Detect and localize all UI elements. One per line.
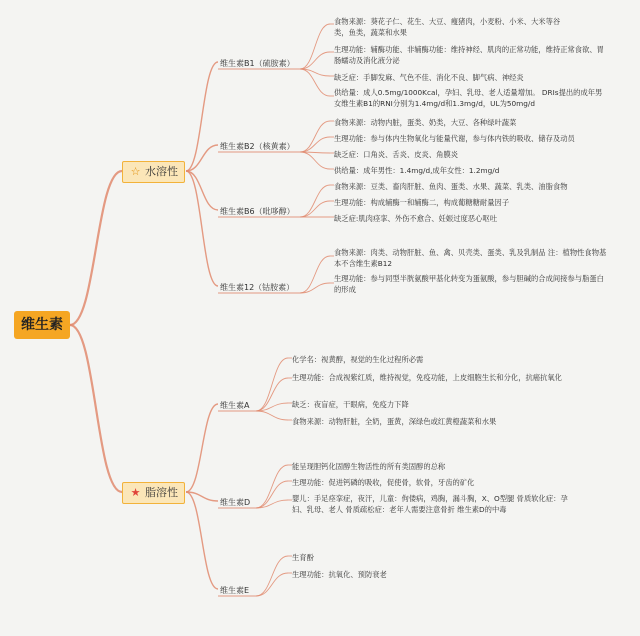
- detail-b1-food: 食物来源：葵花子仁、花生、大豆、瘦猪肉，小麦粉、小米、大米等谷类，鱼类，蔬菜和水果: [334, 17, 561, 37]
- vitamin-a[interactable]: 维生素A: [220, 401, 250, 410]
- detail-b2-function: 生理功能：参与体内生物氧化与能量代谢，参与体内铁的吸收、储存及动员: [334, 134, 575, 143]
- detail-b2-deficiency: 缺乏症：口角炎、舌炎、皮炎、角膜炎: [334, 150, 459, 159]
- detail-a-chemical: 化学名：视黄醇，视觉的生化过程所必需: [292, 355, 424, 364]
- star-outline-icon: ☆: [130, 165, 141, 178]
- detail-b1-function: 生理功能：辅酶功能、非辅酶功能：维持神经、肌肉的正常功能，维持正常食欲、胃肠蠕动及消化液分泌: [334, 45, 604, 65]
- vitamin-b6[interactable]: 维生素B6（吡哆醇）: [220, 207, 295, 216]
- category-label: 脂溶性: [145, 486, 178, 499]
- detail-b1-supply: 供给量：成人0.5mg/1000Kcal，孕妇、乳母、老人适量增加。 DRIs提出的成年男女维生素B1的RNI分别为1.4mg/d和1.3mg/d，UL为50mg/d: [334, 88, 603, 108]
- detail-b2-food: 食物来源：动物内脏，蛋类、奶类，大豆、各种绿叶蔬菜: [334, 118, 517, 127]
- vitamin-e[interactable]: 维生素E: [220, 586, 250, 595]
- detail-e-name: 生育酚: [292, 553, 314, 562]
- detail-d-definition: 能呈现胆钙化固醇生物活性的所有类固醇的总称: [292, 462, 446, 471]
- category-fat-soluble[interactable]: [122, 482, 185, 504]
- star-filled-icon: ★: [130, 486, 141, 499]
- detail-b2-supply: 供给量：成年男性：1.4mg/d,成年女性：1.2mg/d: [334, 166, 500, 175]
- detail-b1-deficiency: 缺乏症：手脚发麻、气色不佳、消化不良、脚气病、神经炎: [334, 73, 524, 82]
- root-node[interactable]: 维生素: [14, 311, 70, 339]
- detail-b6-deficiency: 缺乏症:肌肉痉挛、外伤不愈合、妊娠过度恶心呕吐: [334, 214, 497, 223]
- detail-d-deficiency: 婴儿：手足痉挛症，夜汗，儿童：佝偻病，鸡胸，漏斗胸，X、O型腿 骨质软化症：孕妇、乳母、老人 骨质疏松症：老年人需要注意骨折 维生素D的中毒: [292, 494, 568, 514]
- category-label: 水溶性: [145, 165, 178, 178]
- vitamin-b12[interactable]: 维生素12（钴胺素）: [220, 283, 295, 292]
- detail-b12-food: 食物来源：肉类、动物肝脏、鱼、禽、贝壳类、蛋类、乳及乳制品 注：植物性食物基本不含维生素B12: [334, 248, 607, 268]
- detail-b6-function: 生理功能：构成辅酶一和辅酶二，构成葡糖糖耐量因子: [334, 198, 510, 207]
- detail-b6-food: 食物来源：豆类、畜肉肝脏、鱼肉、蛋类、水果、蔬菜、乳类、油脂食物: [334, 182, 568, 191]
- vitamin-d[interactable]: 维生素D: [220, 498, 251, 507]
- category-water-soluble[interactable]: [122, 161, 185, 183]
- vitamin-b1[interactable]: 维生素B1（硫胺素）: [220, 59, 295, 68]
- detail-b12-function: 生理功能：参与同型半胱氨酸甲基化转变为蛋氨酸，参与胆碱的合成间接参与脂蛋白的形成: [334, 274, 604, 294]
- detail-d-function: 生理功能：促进钙磷的吸收，促使骨，软骨，牙齿的矿化: [292, 478, 475, 487]
- detail-e-function: 生理功能：抗氧化、预防衰老: [292, 570, 387, 579]
- detail-a-function: 生理功能：合成视紫红质，维持视觉，免疫功能，上皮细胞生长和分化，抗癌抗氧化: [292, 373, 562, 382]
- detail-a-food: 食物来源：动物肝脏，全奶，蛋黄，深绿色或红黄橙蔬菜和水果: [292, 417, 497, 426]
- detail-a-deficiency: 缺乏：夜盲症，干眼病，免疫力下降: [292, 400, 409, 409]
- vitamin-b2[interactable]: 维生素B2（核黄素）: [220, 142, 295, 151]
